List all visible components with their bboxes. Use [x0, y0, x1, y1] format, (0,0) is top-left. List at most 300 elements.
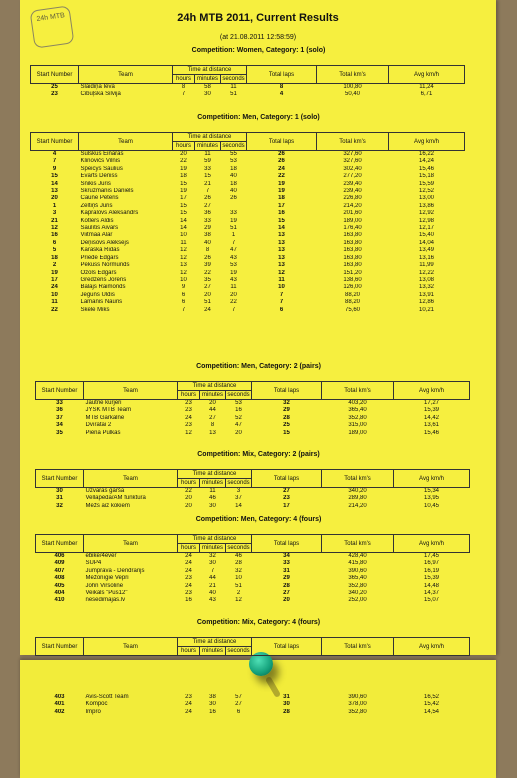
- total-laps-cell: 27: [283, 488, 290, 494]
- minutes-cell: 27: [204, 202, 211, 209]
- team-cell: Jeguns Uldis: [80, 291, 115, 298]
- seconds-cell: 7: [231, 306, 236, 313]
- seconds-cell: [221, 203, 247, 210]
- total-km-cell: 214,20: [343, 202, 362, 209]
- hours-cell: 20: [185, 495, 192, 502]
- avg-kmh-cell: 13,16: [418, 254, 434, 261]
- minutes-cell: 21: [209, 582, 216, 589]
- table-row: [31, 247, 465, 254]
- total-km-cell: 201,60: [343, 210, 362, 217]
- seconds-cell: 40: [230, 188, 237, 195]
- seconds-cell: 32: [235, 567, 242, 574]
- total-laps-cell: 31: [283, 694, 290, 700]
- minutes-cell: 8: [210, 422, 215, 429]
- total-km-cell: 50,40: [344, 91, 360, 98]
- team-cell: JYSK MTB Team: [85, 407, 132, 414]
- results-table: [35, 381, 470, 437]
- table-row: [36, 430, 470, 437]
- minutes-cell: 58: [204, 84, 211, 90]
- col-header-seconds: seconds: [222, 143, 245, 149]
- col-header-minutes: minutes: [195, 142, 221, 151]
- hours-cell: 23: [185, 407, 192, 414]
- avg-kmh-cell: 12,52: [418, 188, 434, 195]
- team-cell: Impro: [85, 708, 101, 715]
- table-row: [31, 255, 465, 262]
- minutes-cell: 22: [204, 269, 211, 276]
- hours-cell: 23: [185, 400, 192, 406]
- total-laps-cell: 27: [283, 590, 290, 597]
- total-laps-cell: 29: [283, 575, 290, 582]
- seconds-cell: 57: [235, 694, 242, 700]
- total-laps-cell: 12: [278, 269, 285, 276]
- table-row: [36, 583, 470, 590]
- avg-kmh-cell: 16,97: [423, 560, 439, 567]
- team-cell: Caune Pēteris: [80, 195, 119, 202]
- avg-kmh-cell: 11,99: [419, 262, 434, 269]
- table-row: [31, 299, 465, 306]
- avg-kmh-cell: 14,37: [423, 590, 439, 597]
- total-km-cell: 163,80: [343, 262, 362, 269]
- total-km-cell: 151,20: [343, 269, 362, 276]
- minutes-cell: 21: [204, 180, 211, 187]
- total-laps-cell: 20: [283, 597, 290, 604]
- seconds-cell: 7: [231, 239, 236, 246]
- hours-cell: 12: [180, 247, 187, 254]
- team-cell: Karaska Ridas: [80, 247, 120, 254]
- results-table: [35, 637, 470, 715]
- team-cell: Kapralovs Aleksandrs: [80, 210, 139, 217]
- start-number-cell: 10: [51, 291, 58, 298]
- competition-title: Competition: Men, Category: 1 (solo): [197, 114, 320, 121]
- seconds-cell: 51: [235, 582, 242, 589]
- minutes-cell: 29: [204, 225, 211, 232]
- total-laps-cell: 28: [283, 582, 290, 589]
- start-number-cell: 407: [54, 567, 65, 574]
- col-header-hours: hours: [173, 75, 195, 84]
- hours-cell: 16: [185, 597, 192, 604]
- start-number-cell: 409: [54, 560, 65, 567]
- table-row: [36, 488, 470, 496]
- team-cell: Uzvaras garša: [85, 488, 125, 494]
- avg-kmh-cell: 6,71: [420, 91, 433, 98]
- total-laps-cell: 26: [278, 151, 285, 157]
- timestamp: (at 21.08.2011 12:58:59): [219, 34, 297, 41]
- minutes-cell: 44: [209, 407, 216, 414]
- total-km-cell: 88,20: [344, 299, 360, 306]
- avg-kmh-cell: 16,52: [423, 694, 439, 700]
- col-header-time-at-distance: Time at distance: [173, 66, 247, 75]
- hours-cell: 14: [180, 225, 187, 232]
- team-cell: Lāmanis Nauris: [80, 299, 123, 306]
- col-header-minutes: minutes: [200, 391, 226, 400]
- col-header-time-at-distance: Time at distance: [178, 382, 252, 391]
- total-km-cell: 226,80: [343, 195, 362, 202]
- minutes-cell: 46: [209, 495, 216, 502]
- seconds-cell: 47: [230, 247, 237, 254]
- hours-cell: 6: [181, 291, 186, 298]
- total-km-cell: 365,40: [348, 575, 367, 582]
- total-laps-cell: 33: [283, 560, 290, 567]
- competition-title: Competition: Mix, Category: 4 (fours): [196, 619, 321, 626]
- start-number-cell: 4: [52, 151, 57, 157]
- total-laps-cell: 22: [278, 173, 285, 180]
- hours-cell: 24: [185, 582, 192, 589]
- hours-cell: 24: [185, 560, 192, 567]
- results-table: [35, 534, 470, 605]
- table-row: [31, 240, 465, 247]
- table-row: [31, 166, 465, 173]
- total-km-cell: 239,40: [343, 180, 362, 187]
- team-cell: Zeltiņš Juris: [80, 202, 113, 209]
- team-cell: Pekuss Normunds: [80, 262, 130, 269]
- col-header-total-laps: Total laps: [252, 638, 322, 656]
- total-km-cell: 126,00: [343, 284, 362, 291]
- team-cell: Speicys Saulius: [80, 165, 123, 172]
- avg-kmh-cell: 14,54: [423, 708, 439, 715]
- total-laps-cell: 34: [283, 553, 290, 559]
- avg-kmh-cell: 14,24: [418, 158, 434, 165]
- minutes-cell: 33: [204, 165, 211, 172]
- avg-kmh-cell: 10,21: [418, 306, 434, 313]
- avg-kmh-cell: 14,48: [423, 582, 439, 589]
- results-table: [30, 132, 465, 314]
- hours-cell: 6: [181, 299, 186, 306]
- team-cell: Vellapēdā/AM funktūra: [85, 495, 146, 502]
- col-header-seconds: seconds: [227, 648, 250, 654]
- hours-cell: 10: [180, 232, 187, 239]
- minutes-cell: 38: [209, 694, 216, 700]
- seconds-cell: 16: [235, 407, 242, 414]
- total-laps-cell: 31: [283, 567, 290, 574]
- avg-kmh-cell: 10,45: [423, 502, 439, 509]
- start-number-cell: 1: [52, 202, 57, 209]
- total-km-cell: 163,80: [343, 247, 362, 254]
- seconds-cell: 53: [230, 262, 237, 269]
- start-number-cell: 34: [56, 422, 63, 429]
- seconds-cell: 12: [235, 597, 242, 604]
- hours-cell: 23: [185, 694, 192, 700]
- table-row: [36, 422, 470, 429]
- hours-cell: 8: [181, 84, 186, 90]
- table-row: [31, 277, 465, 284]
- total-laps-cell: 11: [278, 276, 285, 283]
- seconds-cell: 55: [230, 151, 237, 157]
- start-number-cell: 7: [52, 158, 57, 165]
- col-header-seconds: seconds: [222, 76, 245, 82]
- seconds-cell: 11: [230, 284, 237, 291]
- team-cell: nesedimajas.lv: [85, 597, 126, 604]
- table-row: [31, 91, 465, 98]
- total-km-cell: 100,80: [343, 84, 362, 90]
- competition-title: Competition: Men, Category: 4 (fours): [195, 516, 322, 523]
- total-laps-cell: 19: [278, 188, 285, 195]
- hours-cell: 24: [185, 567, 192, 574]
- hours-cell: 15: [180, 180, 187, 187]
- table-row: [36, 415, 470, 422]
- minutes-cell: 36: [204, 210, 211, 217]
- start-number-cell: 31: [56, 495, 63, 502]
- hours-cell: 12: [185, 429, 192, 436]
- avg-kmh-cell: 12,86: [418, 299, 434, 306]
- team-cell: Jautrie kurjeri: [85, 400, 122, 406]
- col-header-team: Team: [84, 535, 178, 553]
- minutes-cell: 7: [205, 188, 210, 195]
- col-header-total-km: Total km's: [322, 535, 394, 553]
- minutes-cell: 20: [209, 400, 216, 406]
- hours-cell: 10: [180, 276, 187, 283]
- table-row: [36, 575, 470, 582]
- start-number-cell: 18: [51, 254, 58, 261]
- team-cell: Skrūzmanis Daniels: [80, 188, 134, 195]
- team-cell: Slaidiņa Ieva: [80, 84, 115, 90]
- results-table: [30, 65, 465, 99]
- minutes-cell: 35: [204, 276, 211, 283]
- total-km-cell: 390,60: [348, 694, 367, 700]
- total-km-cell: 327,60: [343, 151, 362, 157]
- total-laps-cell: 15: [283, 429, 290, 436]
- minutes-cell: 8: [205, 247, 210, 254]
- total-laps-cell: 24: [278, 165, 285, 172]
- table-row: [31, 307, 465, 314]
- col-header-start-number: Start Number: [36, 382, 84, 400]
- team-cell: Cibuļska Silvija: [80, 91, 121, 98]
- start-number-cell: 30: [56, 488, 63, 494]
- table-row: [36, 694, 470, 702]
- minutes-cell: 30: [209, 502, 216, 509]
- team-cell: Ozols Edgars: [80, 269, 117, 276]
- minutes-cell: 13: [209, 429, 216, 436]
- total-km-cell: 138,60: [343, 276, 362, 283]
- start-number-cell: 23: [51, 91, 58, 98]
- total-laps-cell: 29: [283, 407, 290, 414]
- event-logo: 24h MTB: [30, 5, 75, 48]
- hours-cell: 11: [180, 239, 187, 246]
- col-header-avg-kmh: Avg km/h: [389, 66, 465, 84]
- team-cell: Kompoc: [85, 701, 108, 708]
- total-km-cell: 340,20: [348, 590, 367, 597]
- col-header-hours: hours: [178, 479, 200, 488]
- avg-kmh-cell: 12,22: [418, 269, 434, 276]
- start-number-cell: 33: [56, 400, 63, 406]
- col-header-hours: hours: [178, 544, 200, 553]
- avg-kmh-cell: 15,39: [423, 575, 439, 582]
- hours-cell: 17: [180, 195, 187, 202]
- team-cell: Avis-Scott Team: [85, 694, 129, 700]
- col-header-avg-kmh: Avg km/h: [394, 535, 470, 553]
- col-header-total-km: Total km's: [322, 638, 394, 656]
- avg-kmh-cell: 16,19: [423, 567, 439, 574]
- col-header-time-at-distance: Time at distance: [178, 535, 252, 544]
- avg-kmh-cell: 13,00: [418, 195, 434, 202]
- minutes-cell: 33: [204, 217, 211, 224]
- avg-kmh-cell: 15,40: [418, 232, 434, 239]
- minutes-cell: 27: [209, 414, 216, 421]
- team-cell: Piena Pulkas: [85, 429, 121, 436]
- col-header-total-laps: Total laps: [252, 470, 322, 488]
- col-header-hours: hours: [178, 391, 200, 400]
- total-laps-cell: 13: [278, 232, 285, 239]
- avg-kmh-cell: 13,08: [418, 276, 434, 283]
- seconds-cell: 3: [236, 488, 241, 494]
- hours-cell: 7: [181, 306, 186, 313]
- total-km-cell: 163,80: [343, 254, 362, 261]
- total-km-cell: 352,80: [348, 708, 367, 715]
- total-laps-cell: 18: [278, 195, 285, 202]
- minutes-cell: 24: [204, 306, 211, 313]
- avg-kmh-cell: 13,91: [418, 291, 434, 298]
- total-laps-cell: 6: [279, 306, 284, 313]
- total-laps-cell: 23: [283, 495, 290, 502]
- minutes-cell: 20: [204, 291, 211, 298]
- table-row: [36, 701, 470, 708]
- total-km-cell: 315,00: [348, 422, 367, 429]
- total-km-cell: 239,40: [343, 188, 362, 195]
- start-number-cell: 408: [54, 575, 65, 582]
- hours-cell: 24: [185, 708, 192, 715]
- col-header-minutes: minutes: [195, 75, 221, 84]
- team-cell: Balajs Raimonds: [80, 284, 126, 291]
- hours-cell: 7: [181, 91, 186, 98]
- seconds-cell: 46: [235, 553, 242, 559]
- total-laps-cell: 17: [278, 202, 285, 209]
- avg-kmh-cell: 15,34: [423, 488, 439, 494]
- table-row: [36, 503, 470, 510]
- minutes-cell: 38: [204, 232, 211, 239]
- seconds-cell: 53: [235, 400, 242, 406]
- table-row: [31, 181, 465, 188]
- total-laps-cell: 13: [278, 239, 285, 246]
- team-cell: Viitmaa Alar: [80, 232, 113, 239]
- seconds-cell: 43: [230, 276, 237, 283]
- start-number-cell: 404: [54, 590, 65, 597]
- minutes-cell: 43: [209, 597, 216, 604]
- seconds-cell: 53: [230, 158, 237, 165]
- hours-cell: 13: [180, 262, 187, 269]
- col-header-seconds: seconds: [227, 545, 250, 551]
- table-row: [36, 407, 470, 414]
- col-header-start-number: Start Number: [36, 638, 84, 656]
- avg-kmh-cell: 13,49: [418, 247, 434, 254]
- table-row: [31, 225, 465, 232]
- table-row: [36, 709, 470, 716]
- start-number-cell: 16: [51, 232, 58, 239]
- avg-kmh-cell: 17,27: [423, 400, 439, 406]
- col-header-total-laps: Total laps: [247, 133, 317, 151]
- hours-cell: 24: [185, 701, 192, 708]
- seconds-cell: 40: [230, 173, 237, 180]
- team-cell: Kotlers Aldis: [80, 217, 114, 224]
- start-number-cell: 13: [51, 188, 58, 195]
- total-km-cell: 189,00: [348, 429, 367, 436]
- team-cell: John Virsoline: [85, 582, 124, 589]
- total-km-cell: 214,20: [348, 502, 367, 509]
- team-cell: MTB Garkalne: [85, 414, 125, 421]
- avg-kmh-cell: 12,17: [418, 225, 434, 232]
- start-number-cell: 11: [51, 299, 58, 306]
- total-km-cell: 163,80: [343, 232, 362, 239]
- col-header-seconds: seconds: [227, 480, 250, 486]
- total-km-cell: 390,60: [348, 567, 367, 574]
- total-km-cell: 163,80: [343, 239, 362, 246]
- hours-cell: 22: [185, 488, 192, 494]
- total-km-cell: 252,00: [348, 597, 367, 604]
- col-header-total-laps: Total laps: [252, 535, 322, 553]
- table-row: [31, 284, 465, 291]
- seconds-cell: 14: [235, 502, 242, 509]
- col-header-start-number: Start Number: [31, 66, 79, 84]
- start-number-cell: 36: [56, 407, 63, 414]
- seconds-cell: 18: [230, 165, 237, 172]
- total-laps-cell: 19: [278, 180, 285, 187]
- minutes-cell: 11: [209, 488, 216, 494]
- minutes-cell: 59: [204, 158, 211, 165]
- hours-cell: 15: [180, 210, 187, 217]
- start-number-cell: 22: [51, 306, 58, 313]
- start-number-cell: 24: [51, 284, 58, 291]
- seconds-cell: 47: [235, 422, 242, 429]
- team-cell: Škēle Miks: [80, 306, 110, 313]
- col-header-hours: hours: [173, 142, 195, 151]
- team-cell: Jumprava - Dendrārijs: [85, 567, 145, 574]
- col-header-team: Team: [79, 66, 173, 84]
- table-row: [31, 292, 465, 299]
- col-header-time-at-distance: Time at distance: [173, 133, 247, 142]
- total-km-cell: 365,40: [348, 407, 367, 414]
- total-km-cell: 403,20: [348, 400, 367, 406]
- avg-kmh-cell: 13,95: [423, 495, 439, 502]
- avg-kmh-cell: 15,18: [418, 173, 434, 180]
- competition-title: Competition: Men, Category: 2 (pairs): [196, 363, 321, 370]
- minutes-cell: 16: [209, 708, 216, 715]
- start-number-cell: 2: [52, 262, 57, 269]
- hours-cell: 24: [185, 414, 192, 421]
- table-row: [31, 84, 465, 92]
- table-row: [31, 203, 465, 210]
- team-cell: Sulskus Einaras: [80, 151, 124, 157]
- seconds-cell: 51: [230, 91, 237, 98]
- table-row: [36, 590, 470, 597]
- total-laps-cell: 15: [278, 217, 285, 224]
- total-km-cell: 176,40: [343, 225, 362, 232]
- minutes-cell: 30: [209, 701, 216, 708]
- table-row: [36, 400, 470, 408]
- seconds-cell: 20: [230, 291, 237, 298]
- hours-cell: 15: [180, 202, 187, 209]
- col-header-total-km: Total km's: [317, 133, 389, 151]
- table-row: [36, 560, 470, 567]
- col-header-team: Team: [84, 470, 178, 488]
- seconds-cell: 20: [235, 429, 242, 436]
- team-cell: Evarts Deniss: [80, 173, 118, 180]
- hours-cell: 23: [185, 590, 192, 597]
- minutes-cell: 27: [204, 284, 211, 291]
- avg-kmh-cell: 11,24: [419, 84, 434, 90]
- col-header-avg-kmh: Avg km/h: [389, 133, 465, 151]
- start-number-cell: 410: [54, 597, 65, 604]
- team-cell: Klinovičs Vilnis: [80, 158, 121, 165]
- table-row: [31, 232, 465, 239]
- total-km-cell: 352,80: [348, 582, 367, 589]
- seconds-cell: 6: [236, 708, 241, 715]
- table-row: [31, 173, 465, 180]
- start-number-cell: 25: [51, 84, 58, 90]
- seconds-cell: 2: [236, 590, 241, 597]
- total-laps-cell: 28: [283, 414, 290, 421]
- page-title: 24h MTB 2011, Current Results: [177, 12, 339, 24]
- start-number-cell: 20: [51, 195, 58, 202]
- avg-kmh-cell: 14,04: [418, 239, 434, 246]
- hours-cell: 24: [185, 553, 192, 559]
